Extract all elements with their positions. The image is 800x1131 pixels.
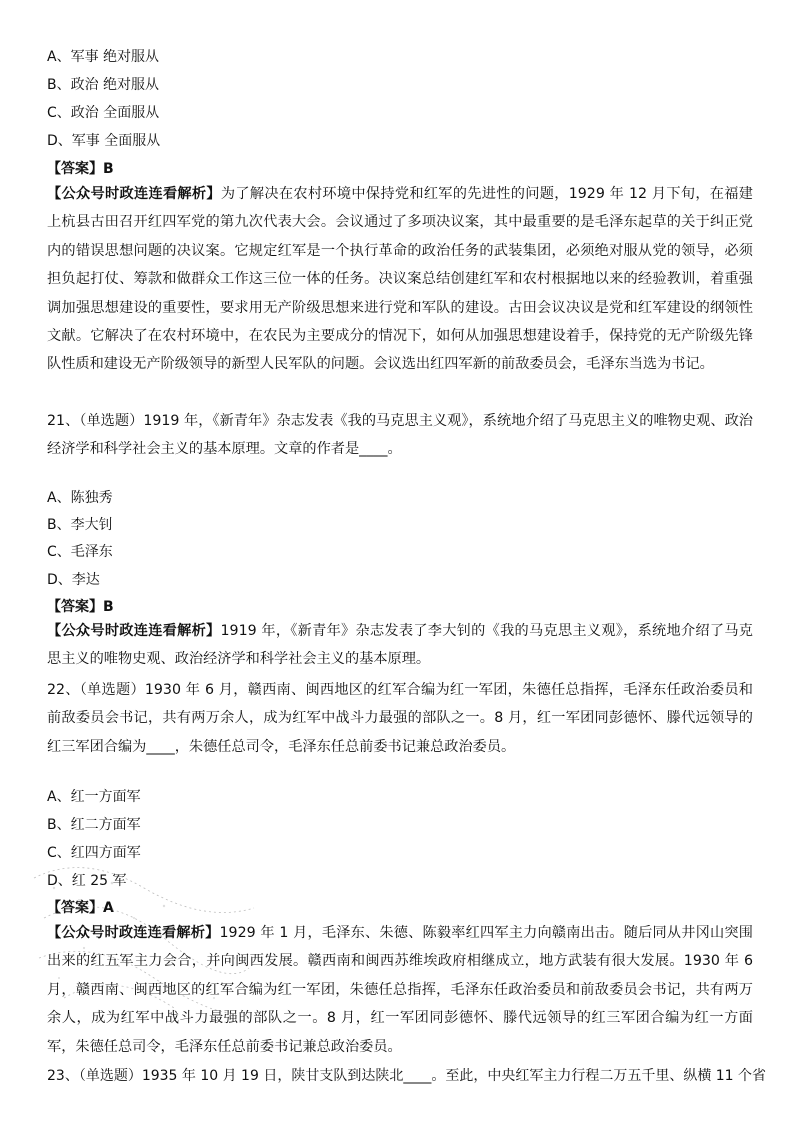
q22-stem: 22、（单选题）1930 年 6 月，赣西南、闽西地区的红军合编为红一军团，朱德任总指挥，毛泽东任政治委员和前敌委员会书记，共有两万余人，成为红军中战斗力最强的部队之一。8 月，红一军团同彭德怀、滕代远领导的红三军团合编为____，朱德任总司令，毛泽东任总前委书记兼总政治委员。 [47,682,753,755]
q21-answer: 【答案】B [47,599,114,615]
q22-analysis [47,919,753,1061]
q22-option-c: C、红四方面军 [47,845,141,861]
q22-option-a: A、红一方面军 [47,789,141,805]
q20-option-a: A、军事 绝对服从 [47,49,160,65]
q22-option-d: D、红 25 军 [47,873,127,889]
q20-option-c: C、政治 全面服从 [47,105,160,121]
q21-analysis-text: 1919 年，《新青年》杂志发表了李大钊的《我的马克思主义观》，系统地介绍了马克思主义的唯物史观、政治经济学和科学社会主义的基本原理。 [47,623,753,668]
q20-answer: 【答案】B [47,161,114,177]
q21-option-d: D、李达 [47,572,100,588]
q21-option-b: B、李大钊 [47,517,113,533]
q20-option-d: D、军事 全面服从 [47,133,161,149]
q20-analysis-tag: 【公众号时政连连看解析】 [47,186,221,202]
q22-analysis-text: 1929 年 1 月，毛泽东、朱德、陈毅率红四军主力向赣南出击。随后同从井冈山突围出来的红五军主力会合，并向闽西发展。赣西南和闽西苏维埃政府相继成立，地方武装有很大发展。1930 年 6 月，赣西南、闽西地区的红军合编为红一军团，朱德任总指挥，毛泽东任政治委员和前敌委员会书记，共有两万余人，成为红军中战斗力最强的部队之一。8 月，红一军团同彭德怀、滕代远领导的红三军团合编为红一方面军，朱德任总司令，毛泽东任总前委书记兼总政治委员。 [47,925,753,1055]
q22-analysis-tag: 【公众号时政连连看解析】 [47,925,220,941]
q23-stem: 23、（单选题）1935 年 10 月 19 日，陕甘支队到达陕北____。至此，中央红军主力行程二万五千里、纵横 11 个省 [47,1068,767,1084]
q21-analysis [47,617,753,674]
q20-analysis-text: 为了解决在农村环境中保持党和红军的先进性的问题，1929 年 12 月下旬，在福建上杭县古田召开红四军党的第九次代表大会。会议通过了多项决议案，其中最重要的是毛泽东起草的关于纠正党内的错误思想问题的决议案。它规定红军是一个执行革命的政治任务的武装集团，必须绝对服从党的领导，必须担负起打仗、筹款和做群众工作这三位一体的任务。决议案总结创建红军和农村根据地以来的经验教训，着重强调加强思想建设的重要性，要求用无产阶级思想来进行党和军队的建设。古田会议决议是党和红军建设的纲领性文献。它解决了在农村环境中，在农民为主要成分的情况下，如何从加强思想建设着手，保持党的无产阶级先锋队性质和建设无产阶级领导的新型人民军队的问题。会议选出红四军新的前敌委员会，毛泽东当选为书记。 [47,186,753,373]
q20-analysis [47,180,753,379]
q22-option-b: B、红二方面军 [47,817,141,833]
q21-option-a: A、陈独秀 [47,490,113,506]
q21-analysis-tag: 【公众号时政连连看解析】 [47,623,221,639]
q21-stem: 21、（单选题）1919 年，《新青年》杂志发表《我的马克思主义观》，系统地介绍了马克思主义的唯物史观、政治经济学和科学社会主义的基本原理。文章的作者是____。 [47,413,753,458]
q21-option-c: C、毛泽东 [47,544,113,560]
q22-answer: 【答案】A [47,900,114,916]
q20-option-b: B、政治 绝对服从 [47,77,160,93]
